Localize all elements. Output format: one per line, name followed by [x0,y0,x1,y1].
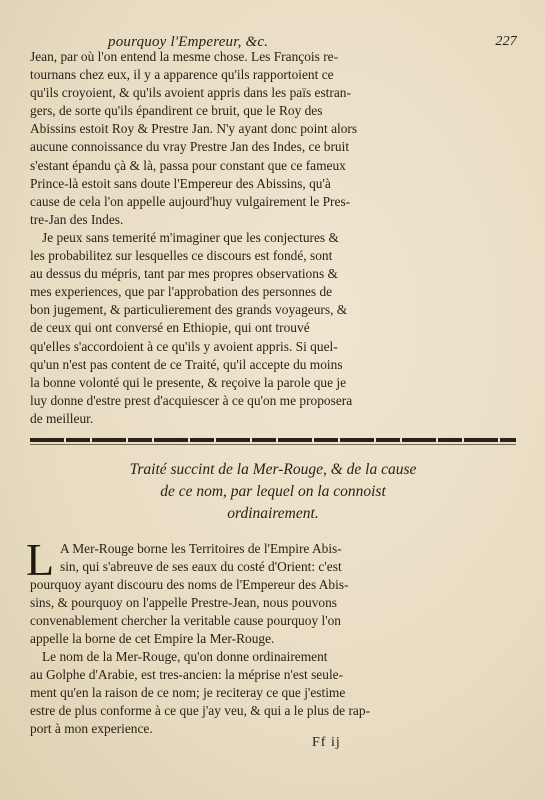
text-line: Prince-là estoit sans doute l'Empereur des Abissins, qu'à [30,175,331,191]
divider [30,444,516,445]
text-line: Jean, par où l'on entend la mesme chose. Les François re- [30,49,339,64]
text-line: Je peux sans temerité m'imaginer que les conjectures & [42,230,339,245]
running-title: pourquoy l'Empereur, &c. [108,34,269,50]
ornamental-rule [30,438,516,442]
paragraph-3 [30,540,516,649]
text-line: port à mon experience. [30,721,153,737]
text-line: pourquoy ayant discouru des noms de l'Empereur des Abis- [30,577,349,593]
text-line: de meilleur. [30,410,94,426]
paragraph-4 [30,648,516,738]
text-line: au Golphe d'Arabie, est tres-ancien: la méprise n'est seule- [30,667,344,683]
page-number: 227 [495,34,517,49]
text-line: bon jugement, & particulierement des grands voyageurs, & [30,302,348,318]
text-line: estre de plus conforme à ce que j'ay veu, & qui a le plus de rap- [30,703,371,719]
text-line: qu'elles s'accordoient à ce qu'ils y avoient appris. Si quel- [30,338,338,354]
text-line: sin, qui s'abreuve de ses eaux du costé d'Orient: c'est [60,559,342,575]
text-line: la bonne volonté qui le presente, & reçoive la parole que je [30,374,347,390]
text-line: qu'un n'est pas content de ce Traité, qu'il accepte du moins [30,356,343,372]
text-line: tre-Jan des Indes. [30,211,124,227]
text-line: A Mer-Rouge borne les Territoires de l'Empire Abis- [60,541,342,556]
paragraph-1 [30,48,516,229]
drop-cap: L [26,534,55,585]
paragraph-2 [30,229,516,428]
text-line: de ceux qui ont conversé en Ethiopie, qui ont trouvé [30,320,310,336]
text-line: luy donne d'estre prest d'acquiescer à ce qu'on me proposera [30,392,353,408]
text-line: ment qu'en la raison de ce nom; je reciteray ce que j'estime [30,685,346,701]
text-line: qu'ils croyoient, & qu'ils avoient appris dans les païs estran- [30,85,351,101]
section-title-line: de ce nom, par lequel on la connoist [160,483,386,500]
text-line: les probabilitez sur lesquelles ce discours est fondé, sont [30,248,333,264]
text-line: convenablement chercher la veritable cause pourquoy l'on [30,613,342,629]
text-line: aucune connoissance du vray Prestre Jan des Indes, ce bruit [30,139,350,155]
text-line: s'estant épandu çà & là, passa pour constant que ce fameux [30,157,346,173]
text-line: Abissins estoit Roy & Prestre Jan. N'y ayant donc point alors [30,121,358,137]
text-line: mes experiences, que par l'approbation des personnes de [30,284,333,300]
text-line: au dessus du mépris, tant par mes propres observations & [30,266,338,282]
section-title [30,459,516,525]
text-line: appelle la borne de cet Empire la Mer-Rouge. [30,631,275,647]
text-line: sins, & pourquoy on l'appelle Prestre-Jean, nous pouvons [30,595,338,611]
text-line: cause de cela l'on appelle aujourd'huy vulgairement le Pres- [30,193,351,209]
section-title-line: Traité succint de la Mer-Rouge, & de la cause [129,461,417,478]
text-line: Le nom de la Mer-Rouge, qu'on donne ordinairement [42,649,328,664]
section-title-line: ordinairement. [227,505,319,522]
text-line: tournans chez eux, il y a apparence qu'ils rapportoient ce [30,67,334,83]
signature-mark: Ff ij [312,735,341,750]
text-line: gers, de sorte qu'ils épandirent ce bruit, que le Roy des [30,103,323,119]
